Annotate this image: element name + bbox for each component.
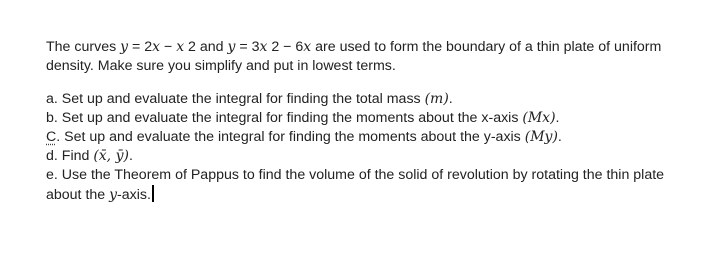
intro-text: are used to form the boundary of a thin plate of uniform density. Make sure you simplify and put in lowest terms. (46, 39, 662, 74)
part-b-tail: . (555, 110, 560, 126)
intro-text: 2 − 6 (267, 39, 304, 55)
intro-text: − (160, 39, 177, 55)
part-a-math: (m) (424, 91, 449, 107)
math-var: x (259, 39, 268, 55)
part-b (46, 109, 686, 128)
intro-text: The curves (46, 39, 121, 55)
intro-text: 2 and (184, 39, 228, 55)
part-a (46, 90, 686, 109)
math-var: y (120, 39, 129, 55)
part-c (46, 128, 686, 147)
text-cursor (152, 185, 154, 202)
part-e-math: y (109, 187, 118, 203)
math-var: x (152, 39, 161, 55)
part-e-text: e. Use the Theorem of Pappus to find the volume of the solid of revolution by rotating the thin plate about the (46, 167, 665, 203)
intro-text: = 3 (235, 39, 260, 55)
part-c-math: (My) (524, 129, 558, 145)
intro-text: = 2 (128, 39, 153, 55)
part-c-text: . Set up and evaluate the integral for finding the moments about the y-axis (56, 129, 525, 145)
math-var: x (176, 39, 185, 55)
part-d (46, 147, 686, 166)
math-var: y (227, 39, 236, 55)
problem-intro (46, 38, 686, 76)
part-c-tail: . (557, 129, 562, 145)
part-a-tail: . (448, 91, 453, 107)
problem-text-area[interactable] (46, 38, 686, 205)
part-d-math: (x̄, ȳ) (93, 148, 129, 164)
part-e (46, 166, 686, 205)
part-a-text: a. Set up and evaluate the integral for finding the total mass (46, 91, 425, 107)
part-e-tail: -axis. (117, 187, 151, 203)
part-d-tail: . (128, 148, 133, 164)
spellcheck-flag[interactable]: C (46, 129, 57, 145)
part-b-text: b. Set up and evaluate the integral for finding the moments about the x-axis (46, 110, 523, 126)
part-d-text: d. Find (46, 148, 94, 164)
math-var: x (303, 39, 312, 55)
part-b-math: (Mx) (522, 110, 556, 126)
question-parts-list (46, 90, 686, 205)
